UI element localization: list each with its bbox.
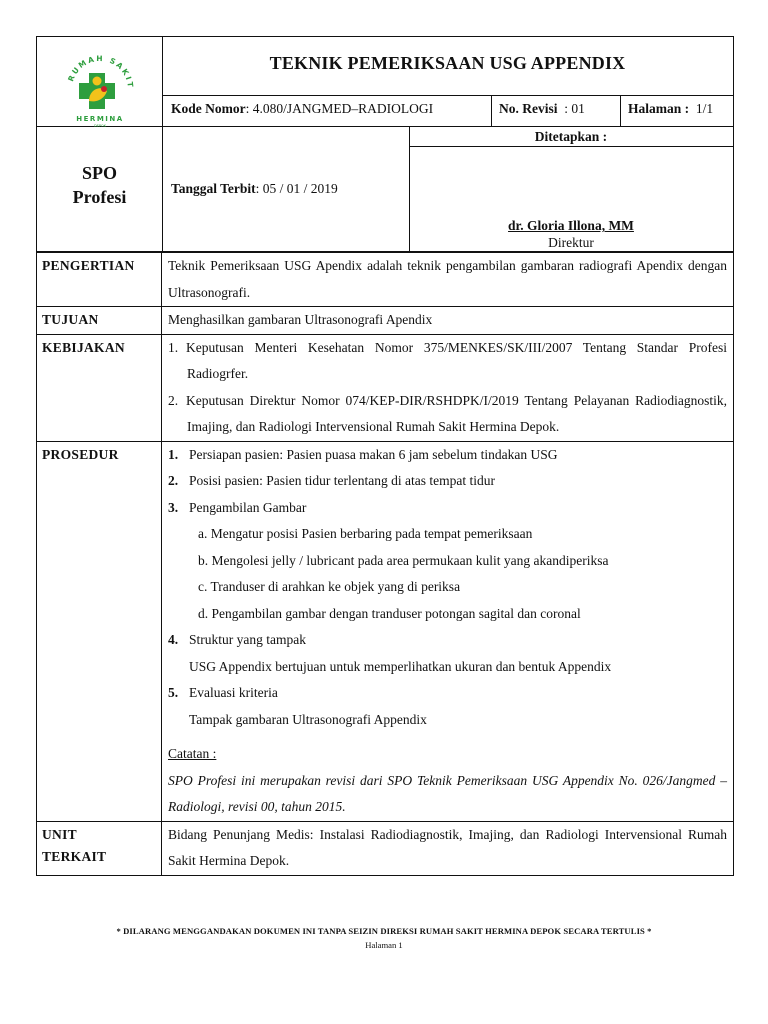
list-item: Tampak gambaran Ultrasonografi Appendix	[189, 711, 427, 727]
label-tujuan: TUJUAN	[37, 307, 162, 335]
list-prosedur	[162, 441, 734, 821]
list-item: 3. Pengambilan Gambar	[168, 499, 307, 515]
signer-name: dr. Gloria Illona, MM	[508, 218, 634, 233]
list-item: a. Mengatur posisi Pasien berbaring pada tempat pemeriksaan	[198, 526, 533, 541]
list-item: c. Tranduser di arahkan ke objek yang di periksa	[198, 579, 461, 594]
spo-label: SPO Profesi	[72, 163, 127, 207]
label-unit-terkait: UNIT TERKAIT	[37, 821, 162, 875]
hospital-logo	[55, 43, 145, 127]
signer-role: Direktur	[548, 235, 594, 250]
list-item: 1. Persiapan pasien: Pasien puasa makan 6 jam sebelum tindakan USG	[168, 446, 558, 462]
list-item: 1. Keputusan Menteri Kesehatan Nomor 375/MENKES/SK/III/2007 Tentang Standar Profesi Radiogrfer.	[168, 339, 727, 381]
svg-text:RUMAH SAKIT: RUMAH SAKIT	[66, 53, 136, 90]
list-item: USG Appendix bertujuan untuk memperlihatkan ukuran dan bentuk Appendix	[189, 658, 612, 674]
no-revisi: No. Revisi : 01	[499, 101, 585, 116]
text-unit-terkait: Bidang Penunjang Medis: Instalasi Radiodiagnostik, Imajing, dan Radiologi Intervensional Rumah Sakit Hermina Depok.	[162, 821, 734, 875]
footer-page: Halaman 1	[365, 940, 403, 950]
text-pengertian: Teknik Pemeriksaan USG Apendix adalah teknik pengambilan gambaran radiografi Apendix dengan Ultrasonografi.	[162, 253, 734, 307]
row-unit-terkait	[37, 821, 734, 875]
list-item: 2. Keputusan Direktur Nomor 074/KEP-DIR/RSHDPK/I/2019 Tentang Pelayanan Radiodiagnostik, Imajing, dan Radiologi Intervensional Rumah Sakit Hermina Depok.	[168, 392, 727, 434]
row-tujuan	[37, 307, 734, 335]
label-prosedur: PROSEDUR	[37, 441, 162, 821]
label-kebijakan: KEBIJAKAN	[37, 334, 162, 441]
footer-warning: * DILARANG MENGGANDAKAN DOKUMEN INI TANPA SEIZIN DIREKSI RUMAH SAKIT HERMINA DEPOK SECARA TERTULIS *	[116, 926, 652, 936]
list-item: 4. Struktur yang tampak	[168, 632, 306, 647]
tanggal-terbit: Tanggal Terbit: 05 / 01 / 2019	[171, 181, 338, 196]
kode-nomor: Kode Nomor: 4.080/JANGMED–RADIOLOGI	[171, 101, 434, 116]
label-pengertian: PENGERTIAN	[37, 253, 162, 307]
row-prosedur	[37, 441, 734, 821]
list-item: d. Pengambilan gambar dengan tranduser potongan sagital dan coronal	[198, 605, 581, 621]
list-item: 2. Posisi pasien: Pasien tidur terlentang di atas tempat tidur	[168, 473, 495, 488]
list-item: b. Mengolesi jelly / lubricant pada area permukaan kulit yang akandiperiksa	[198, 552, 609, 568]
list-kebijakan	[162, 334, 734, 441]
text-tujuan: Menghasilkan gambaran Ultrasonografi Apendix	[162, 307, 734, 335]
list-item: 5. Evaluasi kriteria	[168, 685, 278, 700]
catatan-text: SPO Profesi ini merupakan revisi dari SPO Teknik Pemeriksaan USG Appendix No. 026/Jangmed – Radiologi, revisi 00, tahun 2015.	[168, 772, 727, 814]
logo-hermina-text: HERMINA	[76, 115, 124, 123]
row-pengertian	[37, 253, 734, 307]
ditetapkan-label: Ditetapkan :	[534, 129, 608, 144]
spo-content-table	[36, 252, 734, 876]
document-title: TEKNIK PEMERIKSAAN USG APPENDIX	[269, 53, 626, 73]
catatan-label: Catatan :	[168, 746, 217, 761]
document-header	[36, 36, 734, 252]
halaman: Halaman : 1/1	[628, 101, 714, 116]
svg-text:DEPOK: DEPOK	[93, 124, 107, 127]
row-kebijakan	[37, 334, 734, 441]
